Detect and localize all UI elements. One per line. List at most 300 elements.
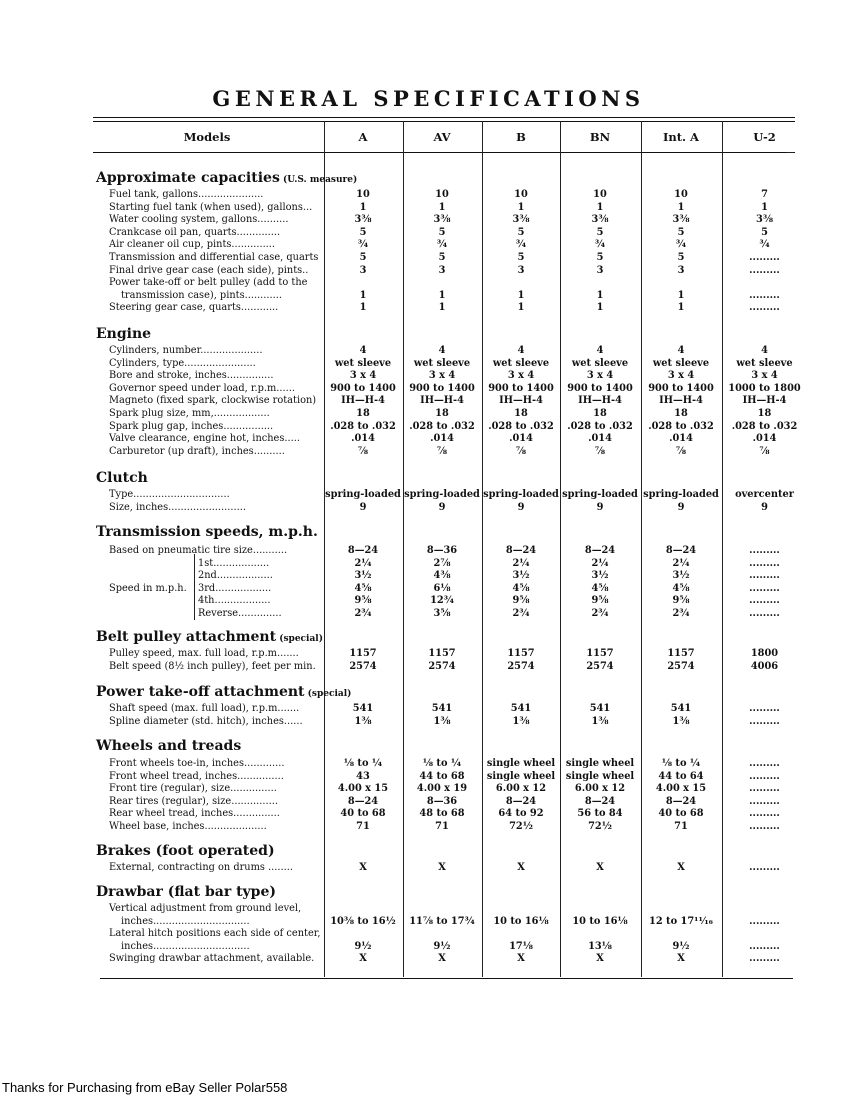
value-cell: wet sleeve [413,357,471,369]
value-cell [560,927,640,940]
value-cell: .014 [588,433,612,445]
row-label: Front tire (regular), size............... [109,783,277,795]
value-cell: 541 [352,703,374,714]
value-cell: 541 [510,703,532,714]
value-cell: 2¾ [672,608,690,619]
value-cell: spring-loaded [562,489,638,500]
value-cell: 9½ [433,940,451,952]
value-cell [641,927,721,940]
section-heading [96,524,318,540]
row-label: Lateral hitch positions each side of center, [109,928,321,940]
row-label: Carburetor (up draft), inches.......... [109,445,285,457]
value-cell: .014 [351,433,375,445]
value-cell: 2¼ [512,557,530,569]
value-cell: IH—H-4 [742,395,787,407]
value-cell: 18 [356,408,370,419]
value-cell: 2¼ [354,557,372,569]
column-header-av: AV [433,130,451,144]
row-label: Spark plug gap, inches................ [109,420,274,432]
value-cell: 1 [359,289,367,301]
row-label: Rear wheel tread, inches............... [109,808,280,820]
value-cell: wet sleeve [736,357,793,369]
value-cell: single wheel [565,758,635,769]
value-cell: ......... [749,570,780,582]
value-cell: IH—H-4 [499,395,543,407]
value-cell: 4.00 x 15 [655,783,707,795]
value-cell [560,902,640,915]
section-note: (special) [276,634,323,644]
value-cell [403,902,481,915]
value-cell: 900 to 1400 [409,382,475,394]
value-cell [560,276,640,289]
value-cell [482,902,560,915]
value-cell: 541 [589,703,611,714]
value-cell: 5 [438,226,446,238]
value-cell: 3⅜ [512,214,530,226]
value-cell: 4006 [750,660,779,672]
value-cell: 3⅜ [433,214,451,226]
value-cell: spring-loaded [483,489,559,500]
value-cell: 541 [670,703,692,714]
value-cell: 1 [677,302,685,314]
value-cell: 7 [761,189,768,200]
value-cell: X [677,862,685,873]
value-cell: ¾ [675,239,687,251]
value-cell: 71 [356,821,370,832]
value-cell: .014 [430,433,454,445]
value-cell: 1157 [667,648,695,659]
value-cell: 11⅞ to 17¾ [409,915,475,927]
row-label: Spline diameter (std. hitch), inches...... [109,715,303,727]
value-cell: 1157 [428,648,456,659]
value-cell: 56 to 84 [577,808,623,820]
value-cell: .014 [669,433,693,445]
value-cell: spring-loaded [325,489,401,500]
row-label: Bore and stroke, inches............... [109,370,274,382]
value-cell: 3 [677,264,685,276]
value-cell: 1 [438,302,446,314]
value-cell: 4⅝ [512,582,530,594]
row-label: Pulley speed, max. full load, r.p.m....... [109,648,299,659]
column-header-bn: BN [589,130,611,144]
value-cell: 2574 [507,660,535,672]
row-label: Spark plug size, mm,.................. [109,408,270,419]
value-cell: 12¾ [430,595,454,607]
value-cell: ......... [749,557,780,569]
value-cell: 5 [596,252,604,263]
value-cell: 9⅝ [354,595,372,607]
value-cell: 4 [517,345,525,356]
value-cell: 1157 [507,648,535,659]
row-label: Water cooling system, gallons.......... [109,214,289,226]
value-cell: 12 to 17¹¹⁄₁₆ [649,915,713,927]
value-cell: 3 x 4 [349,370,377,382]
row-label: Front wheel tread, inches............... [109,770,284,782]
value-cell: 10 to 16⅛ [493,915,549,927]
value-cell: .028 to .032 [330,420,396,432]
value-cell: X [596,862,604,873]
value-cell: 44 to 64 [658,770,704,782]
section-name: Belt pulley attachment [96,629,277,645]
row-label: Final drive gear case (each side), pints.. [109,264,309,276]
section-name: Wheels and treads [96,738,242,754]
value-cell: IH—H-4 [341,395,385,407]
u2-header-dash [786,152,794,153]
value-cell: 5 [359,226,367,238]
row-label: Crankcase oil pan, quarts.............. [109,226,281,238]
value-cell: 72½ [509,821,533,832]
column-header-models: Models [183,130,231,144]
value-cell: 1 [359,201,367,213]
value-cell: 9 [359,501,367,513]
value-cell: 9½ [672,940,690,952]
value-cell: 2¼ [591,557,609,569]
value-cell [641,276,721,289]
value-cell: 4 [761,345,768,356]
section-note: (special) [304,689,352,699]
value-cell: ......... [749,915,780,927]
value-cell: ......... [749,821,780,832]
row-label: Shaft speed (max. full load), r.p.m....... [109,703,300,714]
value-cell: 72½ [588,821,612,832]
value-cell: .028 to .032 [567,420,633,432]
value-cell: 8—24 [584,795,616,807]
bottom-rule [100,978,793,979]
value-cell: 2574 [667,660,695,672]
row-label: Transmission and differential case, quarts [109,252,319,263]
value-cell: ......... [749,953,780,965]
value-cell: 48 to 68 [419,808,465,820]
value-cell: 4⅝ [354,582,372,594]
value-cell: 5 [438,252,446,263]
value-cell: 1⅜ [672,715,690,727]
value-cell: 4.00 x 19 [416,783,468,795]
value-cell: 9 [517,501,525,513]
value-cell: 4 [596,345,604,356]
section-note: (U.S. measure) [279,175,358,185]
value-cell [324,276,402,289]
value-cell: 13⅛ [588,940,612,952]
value-cell: 900 to 1400 [330,382,396,394]
row-label: Cylinders, type....................... [109,357,256,369]
gear-label: Reverse.............. [198,608,282,619]
value-cell: 4.00 x 15 [337,783,389,795]
value-cell: 3 x 4 [667,370,695,382]
value-cell: 4 [438,345,446,356]
value-cell: single wheel [486,758,556,769]
value-cell: wet sleeve [571,357,629,369]
column-header-u-2: U-2 [753,130,776,144]
column-header-int-a: Int. A [663,130,699,144]
value-cell: 2¾ [512,608,530,619]
value-cell: 1 [596,302,604,314]
value-cell: 4⅜ [433,570,451,582]
value-cell: 10⅜ to 16½ [330,915,396,927]
value-cell: spring-loaded [643,489,719,500]
value-cell: .014 [509,433,533,445]
value-cell: ⅞ [594,445,606,457]
value-cell: ⅞ [515,445,527,457]
value-cell: 43 [356,770,370,782]
value-cell: 3⅜ [591,214,609,226]
value-cell: 8—24 [347,545,379,556]
value-cell: 1 [517,302,525,314]
value-cell [403,276,481,289]
value-cell: 10 [435,189,449,200]
row-label: Rear tires (regular), size............... [109,795,278,807]
value-cell: ......... [749,940,780,952]
value-cell: wet sleeve [334,357,392,369]
value-cell: 1 [517,201,525,213]
row-label: Size, inches......................... [109,501,246,513]
value-cell: ......... [749,795,780,807]
value-cell: 10 [593,189,607,200]
section-heading [96,326,151,342]
value-cell: 3½ [354,570,372,582]
value-cell: 1157 [586,648,614,659]
value-cell: .028 to .032 [648,420,714,432]
value-cell: ......... [749,582,780,594]
section-name: Brakes (foot operated) [96,843,275,859]
value-cell: 9 [438,501,446,513]
value-cell: 9⅝ [512,595,530,607]
value-cell [722,902,807,915]
value-cell: 10 [356,189,370,200]
value-cell: 3 [517,264,525,276]
value-cell: ⅛ to ¼ [343,758,383,769]
value-cell: 6.00 x 12 [574,783,626,795]
value-cell: 5 [761,226,768,238]
value-cell: ¾ [357,239,369,251]
value-cell: 3⅜ [672,214,690,226]
value-cell: 8—24 [505,795,537,807]
value-cell [482,927,560,940]
row-label: Belt speed (8½ inch pulley), feet per min. [109,660,316,672]
value-cell: 1000 to 1800 [728,382,801,394]
row-label: Valve clearance, engine hot, inches..... [109,433,300,445]
value-cell: 18 [435,408,449,419]
value-cell: 18 [757,408,772,419]
top-rule [93,117,795,118]
section-heading [96,629,323,645]
value-cell: 900 to 1400 [488,382,554,394]
value-cell: ¾ [515,239,527,251]
value-cell: 5 [596,226,604,238]
row-label: Starting fuel tank (when used), gallons... [109,201,313,213]
value-cell: 900 to 1400 [648,382,714,394]
value-cell: 1 [438,289,446,301]
value-cell: 9 [596,501,604,513]
row-label: Vertical adjustment from ground level, [109,903,302,914]
value-cell: ......... [749,715,780,727]
value-cell: 4 [677,345,685,356]
value-cell: 8—24 [505,545,537,556]
section-heading [96,843,275,859]
value-cell: 10 to 16⅛ [572,915,628,927]
value-cell: .028 to .032 [488,420,554,432]
value-cell: 8—24 [665,545,697,556]
value-cell: 9⅝ [672,595,690,607]
value-cell: 3 [596,264,604,276]
row-label: transmission case), pints............ [121,289,282,301]
value-cell: X [677,953,685,965]
value-cell: 2¾ [354,608,372,619]
value-cell: X [596,953,604,965]
value-cell: IH—H-4 [578,395,622,407]
value-cell: ⅞ [759,445,770,457]
value-cell: 2574 [428,660,456,672]
value-cell: ......... [749,608,780,619]
value-cell: 6⅛ [433,582,451,594]
value-cell: 3½ [591,570,609,582]
section-name: Engine [96,326,152,342]
value-cell: ⅛ to ¼ [422,758,462,769]
footer-text: Thanks for Purchasing from eBay Seller Polar558 [2,1080,288,1095]
value-cell: ......... [749,289,780,301]
gear-label: 4th.................. [198,595,271,607]
column-header-b: B [516,130,526,144]
value-cell: ⅛ to ¼ [661,758,701,769]
page-title: GENERAL SPECIFICATIONS [212,86,645,111]
value-cell [324,902,402,915]
value-cell: ⅞ [675,445,687,457]
value-cell: .028 to .032 [409,420,475,432]
value-cell: 4⅝ [591,582,609,594]
value-cell: 64 to 92 [498,808,544,820]
value-cell: 4⅝ [672,582,690,594]
value-cell: ......... [749,758,780,769]
value-cell: 1 [438,201,446,213]
value-cell: 10 [674,189,688,200]
value-cell: 1⅜ [512,715,530,727]
value-cell: ⅞ [357,445,369,457]
value-cell: X [517,862,525,873]
row-label: Wheel base, inches.................... [109,821,267,832]
value-cell: ......... [749,264,780,276]
value-cell: 3 x 4 [507,370,535,382]
section-name: Transmission speeds, m.p.h. [96,524,318,540]
value-cell: 3⅜ [354,214,372,226]
gear-brace [194,554,195,620]
value-cell: 1 [517,289,525,301]
value-cell: spring-loaded [404,489,480,500]
value-cell: ......... [749,808,780,820]
row-label: Fuel tank, gallons..................... [109,189,264,200]
value-cell: 3⅝ [433,608,451,619]
section-heading [96,738,241,754]
section-heading [96,170,357,186]
value-cell: IH—H-4 [420,395,464,407]
value-cell [641,902,721,915]
value-cell: 3½ [512,570,530,582]
value-cell: single wheel [565,770,635,782]
section-name: Approximate capacities [96,170,280,186]
value-cell: 1 [596,289,604,301]
value-cell: 71 [674,821,688,832]
row-label: Power take-off or belt pulley (add to the [109,277,308,289]
value-cell: 2574 [349,660,377,672]
value-cell: ......... [749,703,780,714]
row-label: Air cleaner oil cup, pints.............. [109,239,276,251]
value-cell: ⅞ [436,445,448,457]
value-cell [324,927,402,940]
value-cell: 8—24 [347,795,379,807]
value-cell: 8—36 [426,545,458,556]
value-cell: 1157 [349,648,377,659]
row-label: Type............................... [109,489,230,500]
section-name: Clutch [96,470,148,486]
value-cell: 3½ [672,570,690,582]
top-rule-thin [93,121,795,122]
value-cell: ¾ [594,239,606,251]
value-cell: 3 x 4 [586,370,614,382]
header-rule [93,152,795,153]
row-label: Cylinders, number.................... [109,345,263,356]
value-cell: X [359,953,367,965]
row-label: Steering gear case, quarts............ [109,302,279,314]
section-name: Power take-off attachment [96,684,305,700]
value-cell: single wheel [486,770,556,782]
value-cell: 71 [435,821,449,832]
value-cell [722,927,807,940]
value-cell: 3⅜ [756,214,773,226]
value-cell: 541 [431,703,453,714]
row-label: Governor speed under load, r.p.m...... [109,382,295,394]
value-cell [403,927,481,940]
value-cell [482,276,560,289]
section-name: Drawbar (flat bar type) [96,884,276,900]
value-cell: 1 [596,201,604,213]
value-cell: 17⅛ [509,940,533,952]
value-cell: .028 to .032 [731,420,798,432]
value-cell: ......... [749,862,780,873]
value-cell: ......... [749,545,780,556]
value-cell: 3 [359,264,367,276]
value-cell: 5 [677,252,685,263]
value-cell: 1⅜ [433,715,451,727]
value-cell: ......... [749,252,780,263]
value-cell: 9⅝ [591,595,609,607]
value-cell: 18 [674,408,688,419]
value-cell: wet sleeve [652,357,710,369]
value-cell: 8—24 [584,545,616,556]
row-label: External, contracting on drums ........ [109,862,293,873]
value-cell: ......... [749,302,780,314]
value-cell: 2⅞ [433,557,451,569]
gear-label: 1st.................. [198,557,270,569]
row-label: inches............................... [121,915,250,927]
value-cell: 2¼ [672,557,690,569]
value-cell: 6.00 x 12 [495,783,547,795]
row-label: Swinging drawbar attachment, available. [109,953,315,965]
value-cell: X [359,862,367,873]
value-cell: X [517,953,525,965]
value-cell: 9 [677,501,685,513]
value-cell: 1 [677,289,685,301]
row-label: Magneto (fixed spark, clockwise rotation) [109,395,317,407]
value-cell: 40 to 68 [658,808,704,820]
row-label: Based on pneumatic tire size........... [109,545,288,556]
value-cell: 8—36 [426,795,458,807]
value-cell: IH—H-4 [659,395,703,407]
value-cell: 5 [359,252,367,263]
row-label: Front wheels toe-in, inches............. [109,758,285,769]
gear-label: 3rd.................. [198,582,272,594]
value-cell: 1⅜ [354,715,372,727]
value-cell: 18 [593,408,607,419]
value-cell: 1 [761,201,768,213]
value-cell: 3 x 4 [428,370,456,382]
